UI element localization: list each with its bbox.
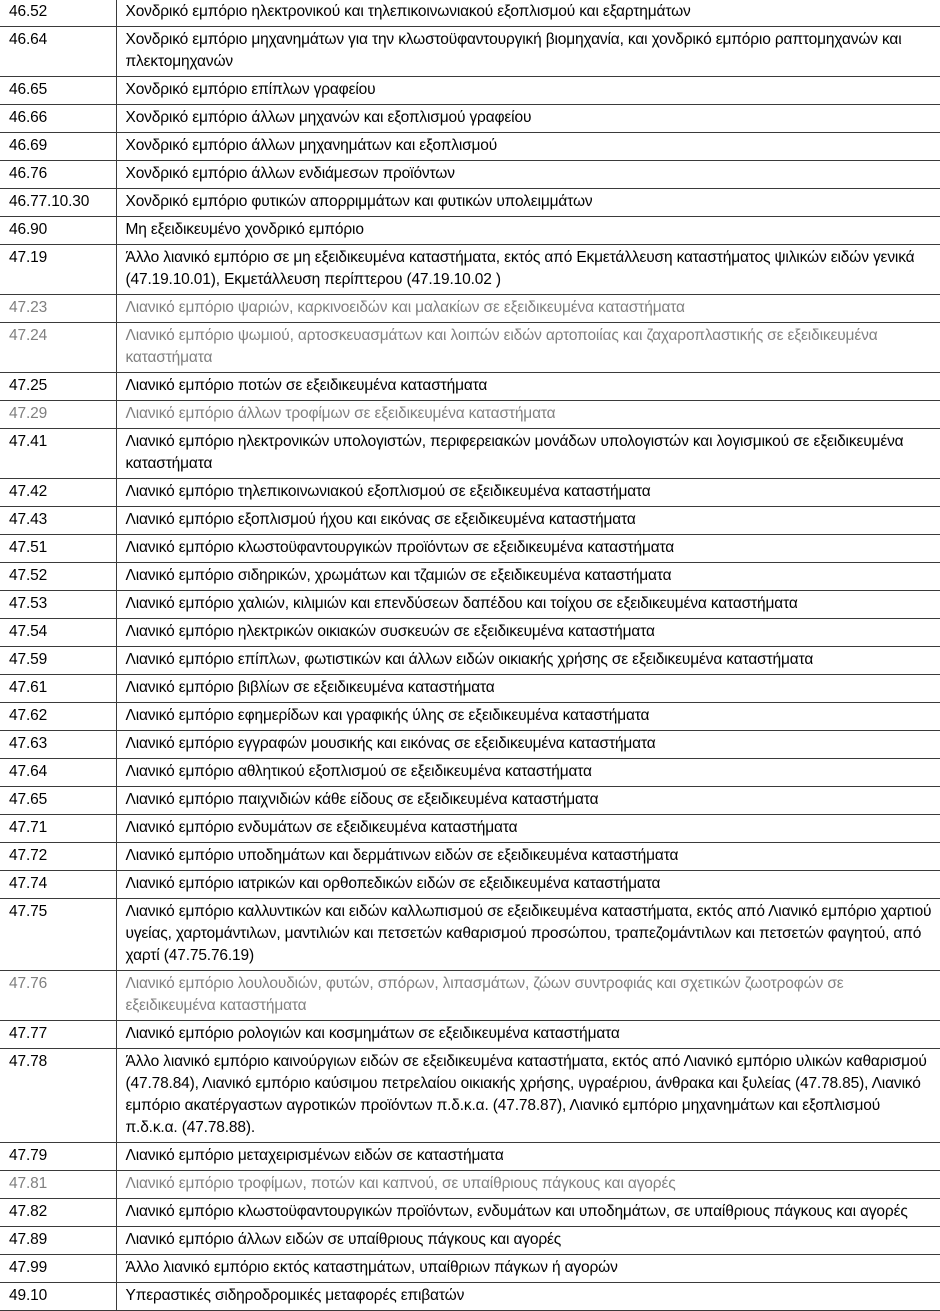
table-row — [0, 871, 940, 899]
activity-code: 46.66 — [0, 105, 116, 133]
activity-description: Λιανικό εμπόριο υποδημάτων και δερμάτινων ειδών σε εξειδικευμένα καταστήματα — [116, 843, 940, 871]
table-row — [0, 245, 940, 295]
activity-description: Χονδρικό εμπόριο άλλων ενδιάμεσων προϊόντων — [116, 161, 940, 189]
activity-code: 46.90 — [0, 217, 116, 245]
activity-description: Χονδρικό εμπόριο μηχανημάτων για την κλωστοϋφαντουργική βιομηχανία, και χονδρικό εμπόριο ραπτομηχανών και πλεκτομηχανών — [116, 27, 940, 77]
activity-description: Λιανικό εμπόριο ψαριών, καρκινοειδών και μαλακίων σε εξειδικευμένα καταστήματα — [116, 295, 940, 323]
activity-code: 47.41 — [0, 429, 116, 479]
activity-code: 47.63 — [0, 731, 116, 759]
activity-code: 47.42 — [0, 479, 116, 507]
activity-code: 47.76 — [0, 971, 116, 1021]
table-row — [0, 563, 940, 591]
activity-code: 47.24 — [0, 323, 116, 373]
table-row — [0, 479, 940, 507]
activity-code: 47.64 — [0, 759, 116, 787]
table-row — [0, 1171, 940, 1199]
table-row — [0, 373, 940, 401]
table-row — [0, 217, 940, 245]
activity-code: 47.72 — [0, 843, 116, 871]
activity-code: 47.79 — [0, 1143, 116, 1171]
activity-description: Μη εξειδικευμένο χονδρικό εμπόριο — [116, 217, 940, 245]
table-row — [0, 189, 940, 217]
activity-description: Λιανικό εμπόριο ηλεκτρικών οικιακών συσκευών σε εξειδικευμένα καταστήματα — [116, 619, 940, 647]
table-row — [0, 507, 940, 535]
table-row — [0, 647, 940, 675]
table-row — [0, 731, 940, 759]
activity-code: 49.10 — [0, 1283, 116, 1311]
activity-code: 46.64 — [0, 27, 116, 77]
activity-code: 46.77.10.30 — [0, 189, 116, 217]
table-row — [0, 1049, 940, 1143]
activity-description: Υπεραστικές σιδηροδρομικές μεταφορές επιβατών — [116, 1283, 940, 1311]
table-row — [0, 323, 940, 373]
activity-description: Λιανικό εμπόριο καλλυντικών και ειδών καλλωπισμού σε εξειδικευμένα καταστήματα, εκτός από Λιανικό εμπόριο χαρτιού υγείας, χαρτομάντιλων, μαντιλιών και πετσετών καθαρισμού προσώπου, τραπεζομάντιλων και πετσετών φαγητού, από χαρτί (47.75.76.19) — [116, 899, 940, 971]
activity-description: Λιανικό εμπόριο παιχνιδιών κάθε είδους σε εξειδικευμένα καταστήματα — [116, 787, 940, 815]
activity-description: Χονδρικό εμπόριο άλλων μηχανημάτων και εξοπλισμού — [116, 133, 940, 161]
activity-code: 47.53 — [0, 591, 116, 619]
activity-code: 46.76 — [0, 161, 116, 189]
table-row — [0, 899, 940, 971]
activity-code: 47.62 — [0, 703, 116, 731]
table-row — [0, 535, 940, 563]
activity-code: 46.69 — [0, 133, 116, 161]
table-row — [0, 133, 940, 161]
table-row — [0, 295, 940, 323]
table-row — [0, 619, 940, 647]
activity-description: Άλλο λιανικό εμπόριο καινούργιων ειδών σε εξειδικευμένα καταστήματα, εκτός από Λιανικό εμπόριο υλικών καθαρισμού (47.78.84), Λιανικό εμπόριο καύσιμου πετρελαίου οικιακής χρήσης, υγραέριου, άνθρακα και ξυλείας (47.78.85), Λιανικό εμπόριο ακατέργαστων αγροτικών προϊόντων π.δ.κ.α. (47.78.87), Λιανικό εμπόριο μηχανημάτων και εξοπλισμού π.δ.κ.α. (47.78.88). — [116, 1049, 940, 1143]
table-row — [0, 971, 940, 1021]
table-row — [0, 401, 940, 429]
activity-code: 46.52 — [0, 0, 116, 27]
table-row — [0, 703, 940, 731]
activity-description: Λιανικό εμπόριο σιδηρικών, χρωμάτων και τζαμιών σε εξειδικευμένα καταστήματα — [116, 563, 940, 591]
activity-code: 47.51 — [0, 535, 116, 563]
activity-code: 47.59 — [0, 647, 116, 675]
activity-description: Χονδρικό εμπόριο επίπλων γραφείου — [116, 77, 940, 105]
activity-description: Χονδρικό εμπόριο ηλεκτρονικού και τηλεπικοινωνιακού εξοπλισμού και εξαρτημάτων — [116, 0, 940, 27]
activity-description: Λιανικό εμπόριο επίπλων, φωτιστικών και άλλων ειδών οικιακής χρήσης σε εξειδικευμένα καταστήματα — [116, 647, 940, 675]
activity-description: Λιανικό εμπόριο χαλιών, κιλιμιών και επενδύσεων δαπέδου και τοίχου σε εξειδικευμένα καταστήματα — [116, 591, 940, 619]
activity-code: 47.61 — [0, 675, 116, 703]
activity-description: Λιανικό εμπόριο τηλεπικοινωνιακού εξοπλισμού σε εξειδικευμένα καταστήματα — [116, 479, 940, 507]
activity-code: 46.65 — [0, 77, 116, 105]
activity-description: Άλλο λιανικό εμπόριο σε μη εξειδικευμένα καταστήματα, εκτός από Εκμετάλλευση καταστήματος ψιλικών ειδών γενικά (47.19.10.01), Εκμετάλλευση περίπτερου (47.19.10.02 ) — [116, 245, 940, 295]
table-row — [0, 1283, 940, 1311]
activity-description: Λιανικό εμπόριο κλωστοϋφαντουργικών προϊόντων σε εξειδικευμένα καταστήματα — [116, 535, 940, 563]
activity-code: 47.89 — [0, 1227, 116, 1255]
table-row — [0, 1199, 940, 1227]
activity-description: Λιανικό εμπόριο ηλεκτρονικών υπολογιστών, περιφερειακών μονάδων υπολογιστών και λογισμικού σε εξειδικευμένα καταστήματα — [116, 429, 940, 479]
activity-code: 47.54 — [0, 619, 116, 647]
activity-description: Λιανικό εμπόριο ρολογιών και κοσμημάτων σε εξειδικευμένα καταστήματα — [116, 1021, 940, 1049]
table-row — [0, 27, 940, 77]
table-row — [0, 77, 940, 105]
activity-code: 47.71 — [0, 815, 116, 843]
table-row — [0, 1021, 940, 1049]
activity-description: Λιανικό εμπόριο ενδυμάτων σε εξειδικευμένα καταστήματα — [116, 815, 940, 843]
table-row — [0, 1227, 940, 1255]
table-row — [0, 759, 940, 787]
table-row — [0, 161, 940, 189]
activity-description: Λιανικό εμπόριο άλλων ειδών σε υπαίθριους πάγκους και αγορές — [116, 1227, 940, 1255]
table-row — [0, 105, 940, 133]
table-row — [0, 843, 940, 871]
activity-description: Λιανικό εμπόριο ψωμιού, αρτοσκευασμάτων και λοιπών ειδών αρτοποιίας και ζαχαροπλαστικής σε εξειδικευμένα καταστήματα — [116, 323, 940, 373]
activity-code: 47.25 — [0, 373, 116, 401]
activity-description: Λιανικό εμπόριο λουλουδιών, φυτών, σπόρων, λιπασμάτων, ζώων συντροφιάς και σχετικών ζωοτροφών σε εξειδικευμένα καταστήματα — [116, 971, 940, 1021]
table-row — [0, 1255, 940, 1283]
activity-code: 47.81 — [0, 1171, 116, 1199]
activity-description: Λιανικό εμπόριο κλωστοϋφαντουργικών προϊόντων, ενδυμάτων και υποδημάτων, σε υπαίθριους πάγκους και αγορές — [116, 1199, 940, 1227]
activity-description: Λιανικό εμπόριο μεταχειρισμένων ειδών σε καταστήματα — [116, 1143, 940, 1171]
activity-description: Λιανικό εμπόριο ιατρικών και ορθοπεδικών ειδών σε εξειδικευμένα καταστήματα — [116, 871, 940, 899]
activity-description: Λιανικό εμπόριο ποτών σε εξειδικευμένα καταστήματα — [116, 373, 940, 401]
activity-code: 47.23 — [0, 295, 116, 323]
activity-code: 47.74 — [0, 871, 116, 899]
activity-code: 47.43 — [0, 507, 116, 535]
activity-description: Λιανικό εμπόριο εξοπλισμού ήχου και εικόνας σε εξειδικευμένα καταστήματα — [116, 507, 940, 535]
activity-description: Χονδρικό εμπόριο άλλων μηχανών και εξοπλισμού γραφείου — [116, 105, 940, 133]
table-row — [0, 787, 940, 815]
activity-code: 47.65 — [0, 787, 116, 815]
activity-description: Λιανικό εμπόριο άλλων τροφίμων σε εξειδικευμένα καταστήματα — [116, 401, 940, 429]
activity-code: 47.19 — [0, 245, 116, 295]
activity-code: 47.52 — [0, 563, 116, 591]
activity-description: Άλλο λιανικό εμπόριο εκτός καταστημάτων, υπαίθριων πάγκων ή αγορών — [116, 1255, 940, 1283]
table-row — [0, 591, 940, 619]
activity-code: 47.78 — [0, 1049, 116, 1143]
activity-code: 47.75 — [0, 899, 116, 971]
table-row — [0, 675, 940, 703]
activity-code: 47.99 — [0, 1255, 116, 1283]
activity-code: 47.82 — [0, 1199, 116, 1227]
table-row — [0, 815, 940, 843]
activity-description: Λιανικό εμπόριο αθλητικού εξοπλισμού σε εξειδικευμένα καταστήματα — [116, 759, 940, 787]
activity-code: 47.77 — [0, 1021, 116, 1049]
activity-description: Χονδρικό εμπόριο φυτικών απορριμμάτων και φυτικών υπολειμμάτων — [116, 189, 940, 217]
activity-description: Λιανικό εμπόριο εφημερίδων και γραφικής ύλης σε εξειδικευμένα καταστήματα — [116, 703, 940, 731]
activity-code: 47.29 — [0, 401, 116, 429]
activity-description: Λιανικό εμπόριο βιβλίων σε εξειδικευμένα καταστήματα — [116, 675, 940, 703]
table-row — [0, 1143, 940, 1171]
table-row — [0, 0, 940, 27]
table-row — [0, 429, 940, 479]
activity-description: Λιανικό εμπόριο εγγραφών μουσικής και εικόνας σε εξειδικευμένα καταστήματα — [116, 731, 940, 759]
activity-description: Λιανικό εμπόριο τροφίμων, ποτών και καπνού, σε υπαίθριους πάγκους και αγορές — [116, 1171, 940, 1199]
